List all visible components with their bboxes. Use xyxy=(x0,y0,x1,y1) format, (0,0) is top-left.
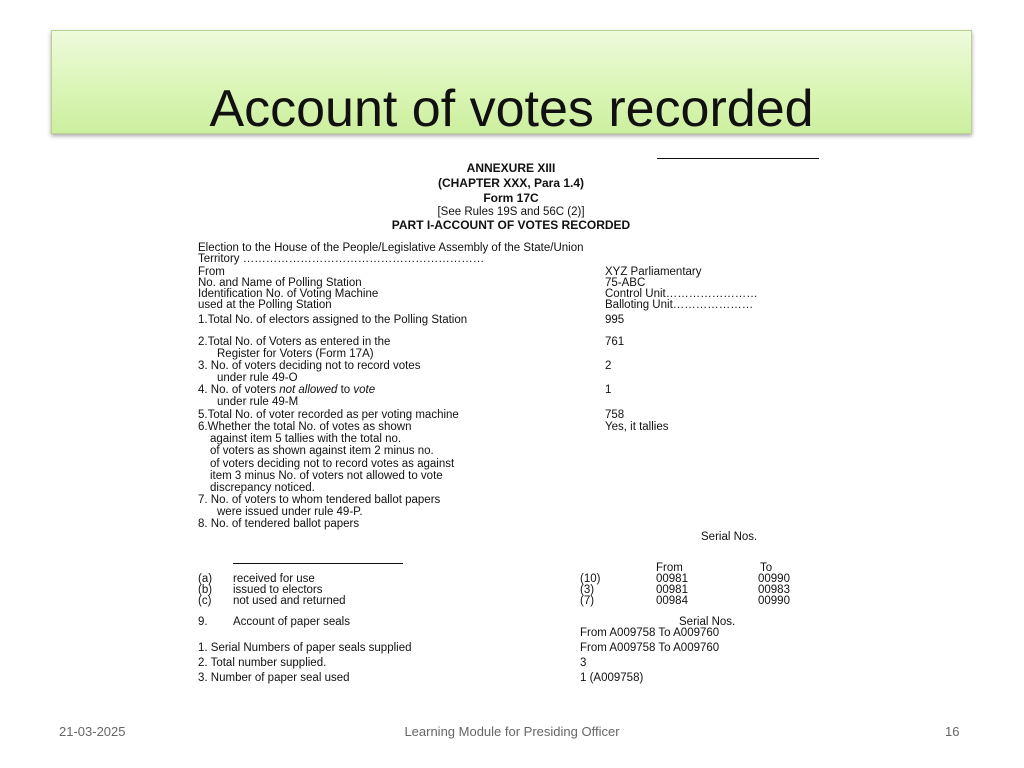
slide-title: Account of votes recorded xyxy=(209,80,814,138)
part-heading: PART I-ACCOUNT OF VOTES RECORDED xyxy=(391,218,631,232)
seal-range: From A009758 To A009760 xyxy=(580,627,720,639)
page-number: 16 xyxy=(945,724,960,739)
ballot-row-from: 00981 xyxy=(656,573,688,585)
item-2-value: 761 xyxy=(605,336,625,348)
form-heading: Form 17C xyxy=(483,191,539,205)
item-9-number: 9. xyxy=(198,616,208,628)
chapter-heading: (CHAPTER XXX, Para 1.4) xyxy=(437,176,585,190)
item-6-value: Yes, it tallies xyxy=(605,421,669,433)
item-1-label: 1.Total No. of electors assigned to the Polling Station xyxy=(198,314,468,326)
seal-serial-nos-heading: Serial Nos. xyxy=(679,616,736,628)
item-4-vote: vote xyxy=(353,384,376,396)
item-9-label: Account of paper seals xyxy=(233,616,350,628)
seal-1-label: 1. Serial Numbers of paper seals supplied xyxy=(198,642,412,654)
item-3-label-2: under rule 49-O xyxy=(217,372,298,384)
item-6-line-4: of voters deciding not to record votes as against xyxy=(210,458,455,470)
ballot-row-label: issued to electors xyxy=(233,584,323,596)
ballot-row-from: 00984 xyxy=(656,595,688,607)
ballot-from-column-heading: From xyxy=(656,562,683,574)
ballot-row-to: 00983 xyxy=(758,584,790,596)
footer-center-text: Learning Module for Presiding Officer xyxy=(404,724,620,739)
from-value: XYZ Parliamentary xyxy=(605,266,702,278)
ballot-row-letter: (a) xyxy=(198,573,213,585)
item-3-value: 2 xyxy=(605,360,612,372)
from-label: From xyxy=(198,266,225,278)
seal-2-label: 2. Total number supplied. xyxy=(198,657,327,669)
form-17c-document xyxy=(196,150,826,690)
voting-machine-label-1: Identification No. of Voting Machine xyxy=(198,288,379,300)
item-7-line-2: were issued under rule 49-P. xyxy=(217,506,363,518)
slide-title-box xyxy=(51,30,972,138)
polling-station-value: 75-ABC xyxy=(605,277,646,289)
item-6-line-6: discrepancy noticed. xyxy=(210,482,315,494)
item-4-mid: to xyxy=(337,384,354,396)
ballot-row-label: received for use xyxy=(233,573,315,585)
item-4-value: 1 xyxy=(605,384,612,396)
polling-station-label: No. and Name of Polling Station xyxy=(198,277,362,289)
election-line-2: Territory ……………………………………………………… xyxy=(198,253,485,265)
item-5-label: 5.Total No. of voter recorded as per voting machine xyxy=(198,409,459,421)
election-line-1: Election to the House of the People/Legislative Assembly of the State/Union xyxy=(198,242,584,254)
ballot-row-label: not used and returned xyxy=(233,595,346,607)
ballot-row-to: 00990 xyxy=(758,573,790,585)
item-6-line-3: of voters as shown against item 2 minus no. xyxy=(210,445,434,457)
item-3-label-1: 3. No. of voters deciding not to record votes xyxy=(198,360,421,372)
item-4-label-2: under rule 49-M xyxy=(217,396,299,408)
ballot-serial-nos-heading: Serial Nos. xyxy=(701,531,758,543)
control-unit-value: Control Unit…………………… xyxy=(605,288,758,300)
seal-1-value: From A009758 To A009760 xyxy=(580,642,720,654)
item-4-not-allowed: not allowed xyxy=(279,384,338,396)
item-7-line-1: 7. No. of voters to whom tendered ballot papers xyxy=(198,494,441,506)
item-6-line-5: item 3 minus No. of voters not allowed to vote xyxy=(210,470,443,482)
ballot-blank-line xyxy=(233,563,403,564)
ballot-row-letter: (b) xyxy=(198,584,213,596)
ballot-row-count: (10) xyxy=(580,573,601,585)
annexure-heading: ANNEXURE XIII xyxy=(466,161,556,175)
item-5-value: 758 xyxy=(605,409,625,421)
item-1-value: 995 xyxy=(605,314,625,326)
item-8-label: 8. No. of tendered ballot papers xyxy=(198,518,360,530)
item-4-prefix: 4. No. of voters xyxy=(198,384,280,396)
footer-date: 21-03-2025 xyxy=(59,724,126,739)
ballot-row-count: (7) xyxy=(580,595,595,607)
ballot-row-letter: (c) xyxy=(198,595,212,607)
ballot-row-count: (3) xyxy=(580,584,595,596)
item-4-label-1 xyxy=(198,384,375,396)
balloting-unit-value: Balloting Unit………………… xyxy=(605,299,754,311)
top-signature-line xyxy=(657,158,819,159)
seal-3-value: 1 (A009758) xyxy=(580,672,644,684)
ballot-to-column-heading: To xyxy=(760,562,773,574)
item-6-line-1: 6.Whether the total No. of votes as shown xyxy=(198,421,412,433)
item-6-line-2: against item 5 tallies with the total no. xyxy=(210,433,402,445)
rules-heading: [See Rules 19S and 56C (2)] xyxy=(437,206,585,218)
item-2-label-1: 2.Total No. of Voters as entered in the xyxy=(198,336,391,348)
item-2-label-2: Register for Voters (Form 17A) xyxy=(217,348,374,360)
ballot-row-to: 00990 xyxy=(758,595,790,607)
seal-2-value: 3 xyxy=(580,657,587,669)
seal-3-label: 3. Number of paper seal used xyxy=(198,672,350,684)
voting-machine-label-2: used at the Polling Station xyxy=(198,299,332,311)
ballot-row-from: 00981 xyxy=(656,584,688,596)
